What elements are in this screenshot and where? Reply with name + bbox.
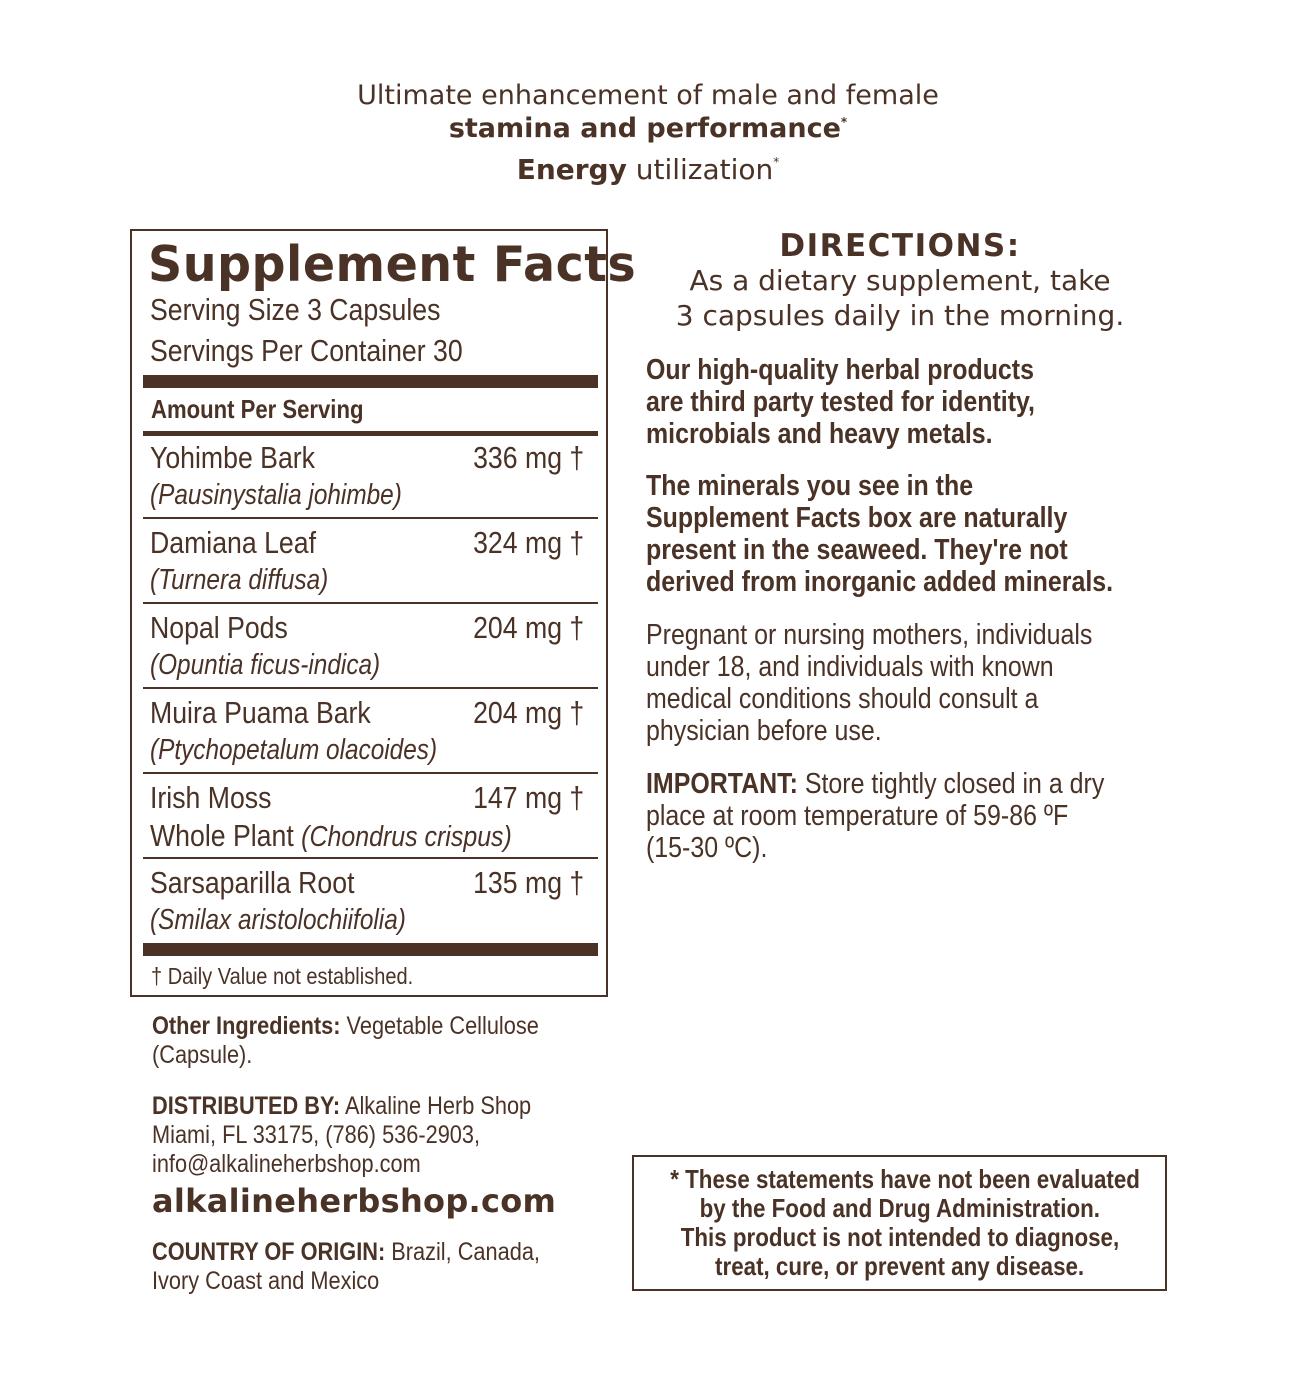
header-line-2 <box>0 113 1296 144</box>
row-divider <box>143 602 598 604</box>
asterisk-mark: * <box>773 155 780 169</box>
ingredient-latin: (Turnera diffusa) <box>150 564 329 596</box>
distributed-by-label: DISTRIBUTED BY: <box>152 1092 341 1120</box>
quality-line: microbials and heavy metals. <box>646 418 993 450</box>
supplement-facts-title: Supplement Facts <box>148 236 637 293</box>
ingredient-amount: 204 mg † <box>472 610 584 645</box>
fda-line <box>632 1251 1167 1282</box>
distributor-email: info@alkalineherbshop.com <box>152 1150 421 1178</box>
fda-line-text: * These statements have not been evaluated <box>670 1164 1140 1194</box>
row-divider <box>143 772 598 774</box>
fda-line-text: This product is not intended to diagnose, <box>680 1222 1119 1252</box>
warning-line: Pregnant or nursing mothers, individuals <box>646 619 1093 651</box>
row-divider <box>143 517 598 519</box>
ingredient-latin: (Smilax aristolochiifolia) <box>150 904 406 936</box>
ingredient-latin-prefix: Whole Plant <box>150 818 302 853</box>
header-line-3 <box>0 153 1296 186</box>
ingredient-amount: 204 mg † <box>472 695 584 730</box>
minerals-line: derived from inorganic added minerals. <box>646 566 1114 598</box>
fda-line <box>632 1222 1167 1253</box>
directions-line-2: 3 capsules daily in the morning. <box>675 299 1125 332</box>
country-of-origin-label: COUNTRY OF ORIGIN: <box>152 1238 386 1266</box>
country-of-origin <box>152 1238 540 1267</box>
storage-label: IMPORTANT: <box>646 768 798 800</box>
other-ingredients-text: Vegetable Cellulose <box>340 1012 539 1040</box>
ingredient-name: Sarsaparilla Root <box>150 865 355 900</box>
medium-divider <box>143 431 598 436</box>
other-ingredients <box>152 1012 539 1041</box>
ingredient-amount: 336 mg † <box>472 440 584 475</box>
ingredient-name: Nopal Pods <box>150 610 288 645</box>
distributed-by-text: Alkaline Herb Shop <box>340 1092 532 1120</box>
ingredient-latin: (Ptychopetalum olacoides) <box>150 734 438 766</box>
serving-size: Serving Size 3 Capsules <box>150 292 441 327</box>
ingredient-latin-line <box>150 818 512 854</box>
minerals-line: The minerals you see in the <box>646 470 974 502</box>
header-line-3-bold: Energy <box>516 153 627 186</box>
warning-line: under 18, and individuals with known <box>646 651 1054 683</box>
header-line-1: Ultimate enhancement of male and female <box>357 80 939 111</box>
ingredient-latin: (Chondrus crispus) <box>301 821 512 853</box>
ingredient-amount: 324 mg † <box>472 525 584 560</box>
website-url: alkalineherbshop.com <box>152 1182 557 1220</box>
other-ingredients-label: Other Ingredients: <box>152 1012 341 1040</box>
storage-line-2: place at room temperature of 59-86 ºF <box>646 800 1069 832</box>
fda-line <box>632 1193 1167 1224</box>
minerals-line: present in the seaweed. They're not <box>646 534 1068 566</box>
ingredient-amount: 147 mg † <box>472 780 584 815</box>
ingredient-latin: (Opuntia ficus-indica) <box>150 649 381 681</box>
fda-line <box>632 1164 1167 1195</box>
thick-divider-bottom <box>143 943 598 956</box>
quality-line: are third party tested for identity, <box>646 386 1035 418</box>
fda-line-text: by the Food and Drug Administration. <box>699 1193 1100 1223</box>
country-of-origin-text: Brazil, Canada, <box>385 1238 540 1266</box>
fda-line-text: treat, cure, or prevent any disease. <box>714 1251 1085 1281</box>
distributed-by <box>152 1092 531 1121</box>
header-line-2-text: stamina and performance <box>448 113 841 144</box>
ingredient-latin: (Pausinystalia johimbe) <box>150 479 402 511</box>
storage-line-1 <box>646 768 1104 800</box>
ingredient-name: Irish Moss <box>150 780 272 815</box>
ingredient-amount: 135 mg † <box>472 865 584 900</box>
storage-text: Store tightly closed in a dry <box>797 768 1105 800</box>
country-of-origin-line-2: Ivory Coast and Mexico <box>152 1267 380 1295</box>
servings-per-container: Servings Per Container 30 <box>150 333 463 368</box>
warning-line: physician before use. <box>646 715 882 747</box>
ingredient-name: Yohimbe Bark <box>150 440 315 475</box>
quality-line: Our high-quality herbal products <box>646 354 1034 386</box>
other-ingredients-line-2: (Capsule). <box>152 1041 253 1069</box>
amount-per-serving-label: Amount Per Serving <box>151 394 364 424</box>
asterisk-mark: * <box>840 115 848 129</box>
row-divider <box>143 687 598 689</box>
directions-line-1: As a dietary supplement, take <box>689 264 1111 297</box>
header-line-3-rest: utilization <box>626 153 774 186</box>
directions-heading: DIRECTIONS: <box>779 228 1021 264</box>
distributor-address: Miami, FL 33175, (786) 536-2903, <box>152 1121 481 1149</box>
ingredient-name: Damiana Leaf <box>150 525 316 560</box>
row-divider <box>143 857 598 859</box>
minerals-line: Supplement Facts box are naturally <box>646 502 1068 534</box>
ingredient-name: Muira Puama Bark <box>150 695 371 730</box>
storage-line-3: (15-30 ºC). <box>646 832 768 864</box>
warning-line: medical conditions should consult a <box>646 683 1039 715</box>
thick-divider <box>143 375 598 388</box>
daily-value-note: † Daily Value not established. <box>151 963 414 989</box>
